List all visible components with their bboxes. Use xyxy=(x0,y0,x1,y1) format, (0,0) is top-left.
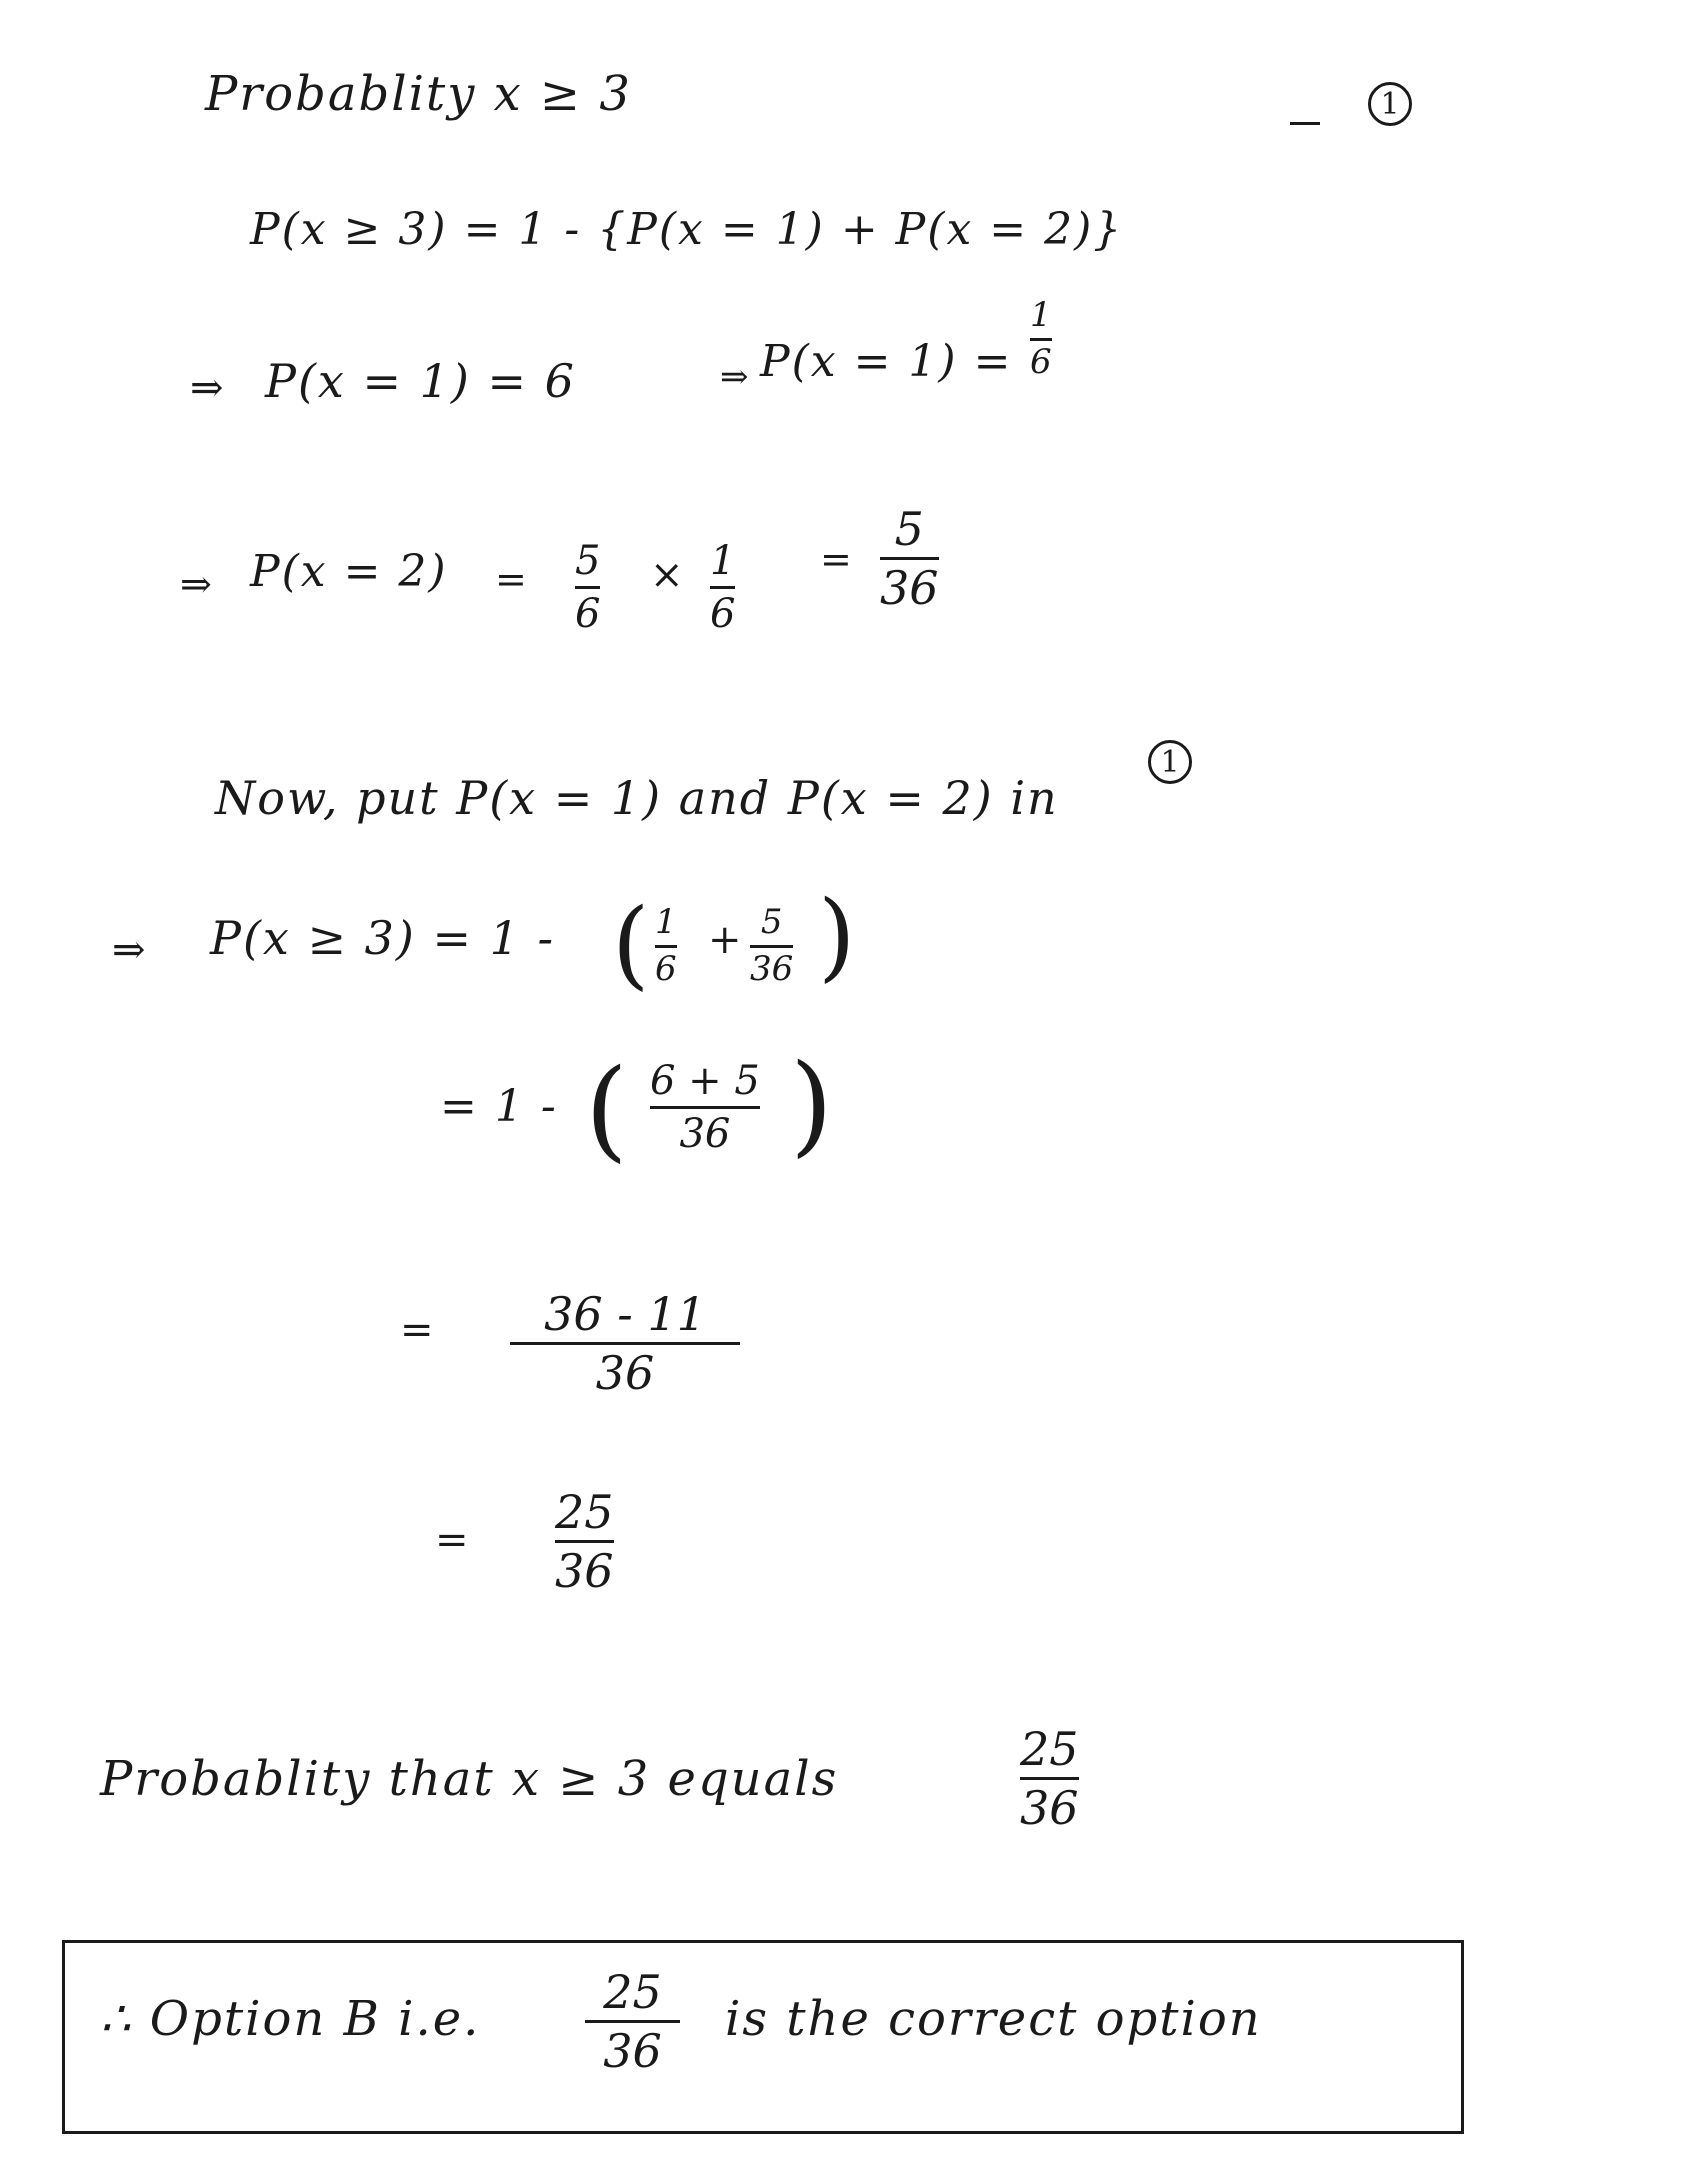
equals-sign: = xyxy=(495,557,529,601)
open-paren: ( xyxy=(585,1045,628,1173)
fraction-one-sixth: 1 6 xyxy=(710,538,736,637)
plus-sign: + xyxy=(708,917,744,963)
answer-suffix: is the correct option xyxy=(725,1991,1262,2047)
step-2-lhs: = 1 - xyxy=(440,1081,558,1132)
fraction-twentyfive-thirtysixths: 25 36 xyxy=(1020,1722,1079,1836)
equation-line-1: P(x ≥ 3) = 1 - {P(x = 1) + P(x = 2)} xyxy=(250,204,1124,255)
fraction-one-sixth: 1 6 xyxy=(655,902,677,989)
equals-sign: = xyxy=(435,1517,471,1563)
close-paren: ) xyxy=(818,880,856,992)
fraction-thirtysix-minus-eleven: 36 - 11 36 xyxy=(510,1290,740,1398)
fraction-five-thirtysixths: 5 36 xyxy=(750,902,794,989)
close-paren: ) xyxy=(790,1040,833,1168)
arrow-icon: ⇒ xyxy=(720,357,751,397)
heading-text: Probablity x ≥ 3 xyxy=(205,66,632,122)
fraction-twentyfive-thirtysixths: 25 36 xyxy=(555,1485,614,1599)
equation-line-3-lhs: P(x = 2) xyxy=(250,546,448,597)
eq-ref-circle: 1 xyxy=(1368,82,1412,126)
open-paren: ( xyxy=(612,888,650,1000)
times-sign: × xyxy=(650,552,686,598)
fraction-one-sixth: 1 6 xyxy=(1030,295,1052,382)
arrow-icon: ⇒ xyxy=(112,927,148,973)
conclusion-text: Probablity that x ≥ 3 equals xyxy=(100,1751,839,1807)
now-put-text: Now, put P(x = 1) and P(x = 2) in xyxy=(215,771,1059,825)
equals-sign: = xyxy=(400,1307,436,1353)
equals-sign: = xyxy=(820,537,854,581)
arrow-icon: ⇒ xyxy=(180,562,214,606)
fraction-five-sixths: 5 6 xyxy=(575,538,601,637)
answer-prefix: ∴ Option B i.e. xyxy=(100,1991,481,2047)
equation-line-2-lhs: P(x = 1) = 6 xyxy=(265,354,576,408)
fraction-six-plus-five-over-36: 6 + 5 36 xyxy=(650,1058,760,1157)
arrow-icon: ⇒ xyxy=(190,365,226,411)
fraction-five-thirtysixths: 5 36 xyxy=(880,502,939,616)
eq-ref-circle: 1 xyxy=(1148,740,1192,784)
equation-line-2-rhs: P(x = 1) = xyxy=(760,336,1013,387)
step-1-lhs: P(x ≥ 3) = 1 - xyxy=(210,911,556,965)
eq-ref-dash xyxy=(1290,122,1320,125)
fraction-twentyfive-thirtysixths: 25 36 xyxy=(585,1968,680,2076)
